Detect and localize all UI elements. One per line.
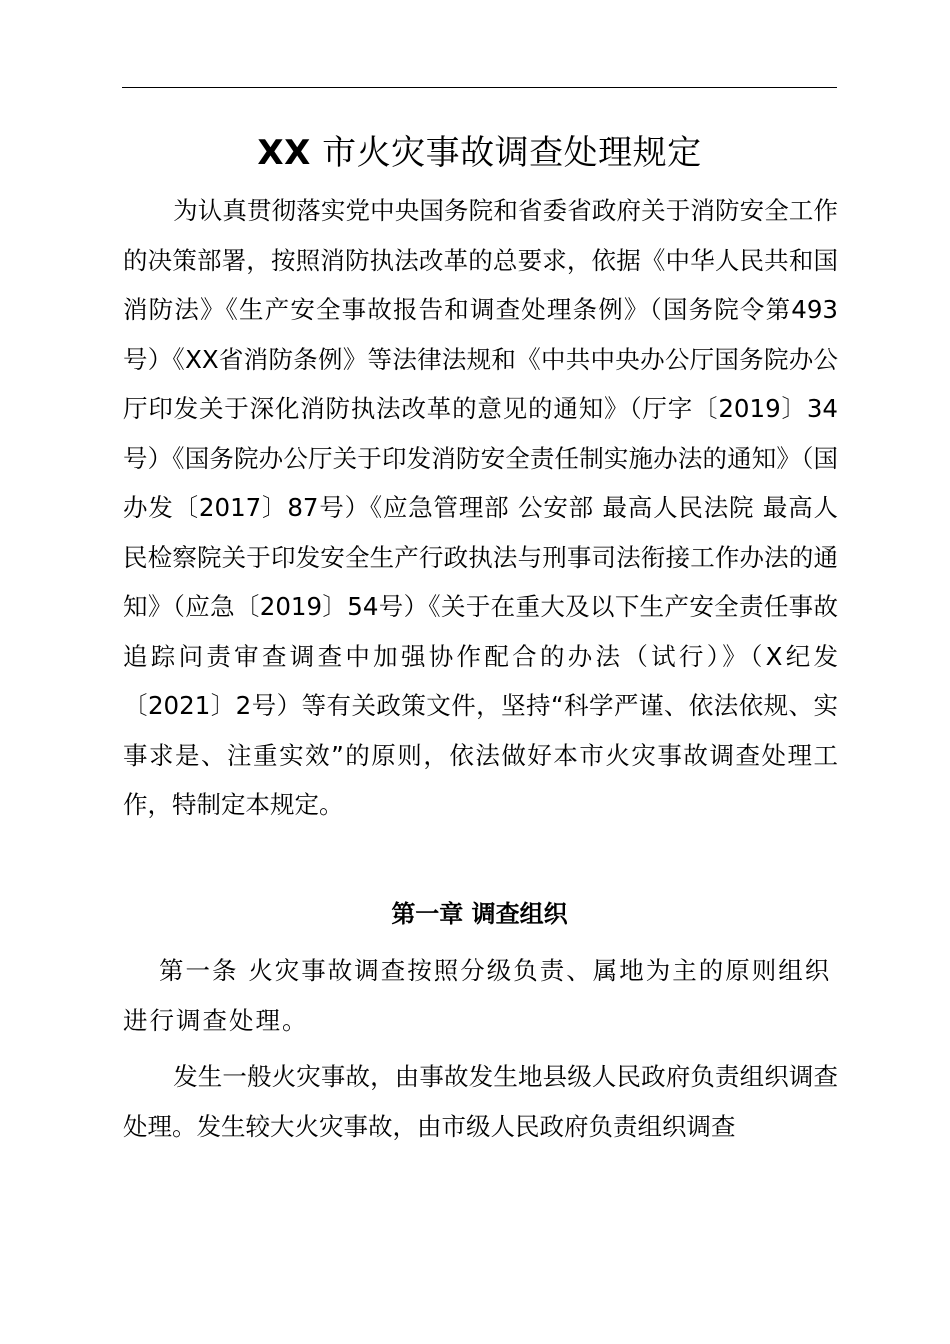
paragraph-two: [123, 1052, 838, 1151]
title-text: 市火灾事故调查处理规定: [322, 133, 702, 173]
chapter-heading: 第一章 调查组织: [391, 900, 568, 928]
article-one: [123, 946, 838, 1046]
document-title: [122, 128, 837, 178]
header-rule: [122, 87, 837, 88]
intro-paragraph-text: 为认真贯彻落实党中央国务院和省委省政府关于消防安全工作的决策部署，按照消防执法改革的总要求，依据《中华人民共和国消防法》《生产安全事故报告和调查处理条例》（国务院令第493号）《XX省消防条例》等法律法规和《中共中央办公厅国务院办公厅印发关于深化消防执法改革的意见的通知》（厅字〔2019〕34号）《国务院办公厅关于印发消防安全责任制实施办法的通知》（国办发〔2017〕87号）《应急管理部 公安部 最高人民法院 最高人民检察院关于印发安全生产行政执法与刑事司法衔接工作办法的通知》（应急〔2019〕54号）《关于在重大及以下生产安全责任事故追踪问责审查调查中加强协作配合的办法（试行）》（X纪发〔2021〕2号）等有关政策文件，坚持“科学严谨、依法依规、实事求是、注重实效”的原则，依法做好本市火灾事故调查处理工作，特制定本规定。: [123, 196, 838, 819]
intro-paragraph: [123, 186, 838, 830]
paragraph-two-text: 发生一般火灾事故，由事故发生地县级人民政府负责组织调查处理。发生较大火灾事故，由市级人民政府负责组织调查: [123, 1062, 838, 1141]
article-one-text: 第一条 火灾事故调查按照分级负责、属地为主的原则组织进行调查处理。: [123, 956, 832, 1035]
title-prefix: XX: [257, 133, 311, 173]
